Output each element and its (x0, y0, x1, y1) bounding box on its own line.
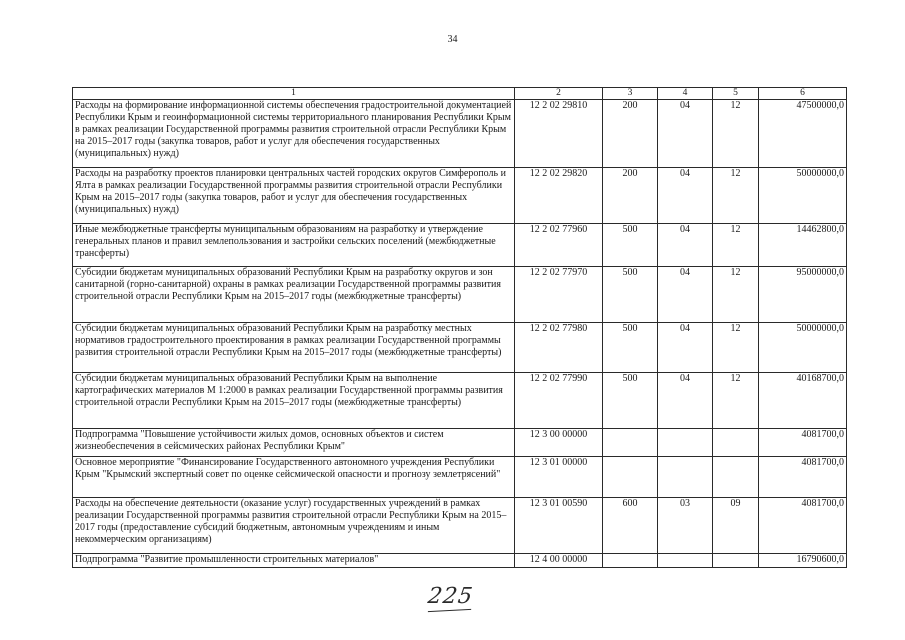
row-code: 12 4 00 00000 (515, 554, 603, 568)
row-name: Основное мероприятие "Финансирование Государственного автономного учреждения Республики Крым "Крымский экспертный совет по оценке сейсмической опасности и прогнозу землетрясений" (73, 457, 515, 498)
budget-table (72, 87, 847, 568)
header-col-2: 2 (515, 88, 603, 100)
row-col5 (713, 457, 759, 498)
row-sum: 95000000,0 (759, 267, 847, 323)
row-col3: 200 (603, 100, 658, 168)
row-col3: 500 (603, 373, 658, 429)
table-row (73, 429, 847, 457)
row-col3 (603, 429, 658, 457)
row-sum: 50000000,0 (759, 168, 847, 224)
header-col-6: 6 (759, 88, 847, 100)
row-col3 (603, 554, 658, 568)
row-col5: 12 (713, 323, 759, 373)
row-col5: 12 (713, 100, 759, 168)
row-col3 (603, 457, 658, 498)
row-name: Иные межбюджетные трансферты муниципальным образованиям на разработку и утверждение генеральных планов и правил землепользования и застройки сельских поселений (межбюджетные трансферты) (73, 224, 515, 267)
row-col4: 04 (658, 267, 713, 323)
row-sum: 40168700,0 (759, 373, 847, 429)
row-col5 (713, 554, 759, 568)
row-col4 (658, 554, 713, 568)
row-col3: 200 (603, 168, 658, 224)
row-col5: 12 (713, 224, 759, 267)
row-code: 12 2 02 29820 (515, 168, 603, 224)
row-code: 12 3 00 00000 (515, 429, 603, 457)
row-col5: 12 (713, 373, 759, 429)
row-col4: 04 (658, 168, 713, 224)
row-code: 12 2 02 77990 (515, 373, 603, 429)
row-col5: 09 (713, 498, 759, 554)
handwritten-page-mark: 225 (426, 584, 475, 609)
row-code: 12 3 01 00000 (515, 457, 603, 498)
row-name: Подпрограмма "Развитие промышленности строительных материалов" (73, 554, 515, 568)
row-sum: 50000000,0 (759, 323, 847, 373)
row-col4 (658, 457, 713, 498)
row-sum: 4081700,0 (759, 498, 847, 554)
row-name: Расходы на обеспечение деятельности (оказание услуг) государственных учреждений в рамках реализации Государственной программы развития строительной отрасли Республики Крым на 2015–2017 годы (предоставление субсидий бюджетным, автономным учреждениям и иным некоммерческим организациям) (73, 498, 515, 554)
row-col3: 600 (603, 498, 658, 554)
row-sum: 16790600,0 (759, 554, 847, 568)
row-col4: 03 (658, 498, 713, 554)
row-col3: 500 (603, 267, 658, 323)
row-col5 (713, 429, 759, 457)
table-row (73, 457, 847, 498)
table-row (73, 498, 847, 554)
row-name: Подпрограмма "Повышение устойчивости жилых домов, основных объектов и систем жизнеобеспечения в сейсмических районах Республики Крым" (73, 429, 515, 457)
table-header-row (73, 88, 847, 100)
row-sum: 4081700,0 (759, 429, 847, 457)
row-col4: 04 (658, 224, 713, 267)
header-col-1: 1 (73, 88, 515, 100)
table-row (73, 100, 847, 168)
page-number: 34 (447, 34, 458, 45)
row-col3: 500 (603, 323, 658, 373)
row-name: Субсидии бюджетам муниципальных образований Республики Крым на выполнение картографических материалов М 1:2000 в рамках реализации Государственной программы развития строительной отрасли Республики Крым на 2015–2017 годы (межбюджетные трансферты) (73, 373, 515, 429)
table-row (73, 373, 847, 429)
row-col4: 04 (658, 323, 713, 373)
row-name: Субсидии бюджетам муниципальных образований Республики Крым на разработку округов и зон санитарной (горно-санитарной) охраны в рамках реализации Государственной программы развития строительной отрасли Республики Крым на 2015–2017 годы (межбюджетные трансферты) (73, 267, 515, 323)
row-sum: 47500000,0 (759, 100, 847, 168)
row-col4: 04 (658, 100, 713, 168)
row-name: Расходы на разработку проектов планировки центральных частей городских округов Симферополь и Ялта в рамках реализации Государственной программы развития строительной отрасли Республики Крым на 2015–2017 годы (закупка товаров, работ и услуг для обеспечения государственных (муниципальных) нужд) (73, 168, 515, 224)
row-code: 12 3 01 00590 (515, 498, 603, 554)
row-col3: 500 (603, 224, 658, 267)
row-col4: 04 (658, 373, 713, 429)
row-sum: 14462800,0 (759, 224, 847, 267)
table-row (73, 224, 847, 267)
row-code: 12 2 02 77970 (515, 267, 603, 323)
table-row (73, 323, 847, 373)
row-code: 12 2 02 29810 (515, 100, 603, 168)
row-name: Субсидии бюджетам муниципальных образований Республики Крым на разработку местных нормативов градостроительного проектирования в рамках реализации Государственной программы развития строительной отрасли Республики Крым на 2015–2017 годы (межбюджетные трансферты) (73, 323, 515, 373)
header-col-4: 4 (658, 88, 713, 100)
table-row (73, 267, 847, 323)
row-col5: 12 (713, 267, 759, 323)
table-row (73, 168, 847, 224)
row-col5: 12 (713, 168, 759, 224)
header-col-5: 5 (713, 88, 759, 100)
table-row (73, 554, 847, 568)
row-name: Расходы на формирование информационной системы обеспечения градостроительной документацией Республики Крым и геоинформационной системы территориального планирования Республики Крым в рамках реализации Государственной программы развития строительной отрасли Республики Крым на 2015–2017 годы (закупка товаров, работ и услуг для обеспечения государственных (муниципальных) нужд) (73, 100, 515, 168)
row-code: 12 2 02 77960 (515, 224, 603, 267)
row-sum: 4081700,0 (759, 457, 847, 498)
row-col4 (658, 429, 713, 457)
header-col-3: 3 (603, 88, 658, 100)
row-code: 12 2 02 77980 (515, 323, 603, 373)
